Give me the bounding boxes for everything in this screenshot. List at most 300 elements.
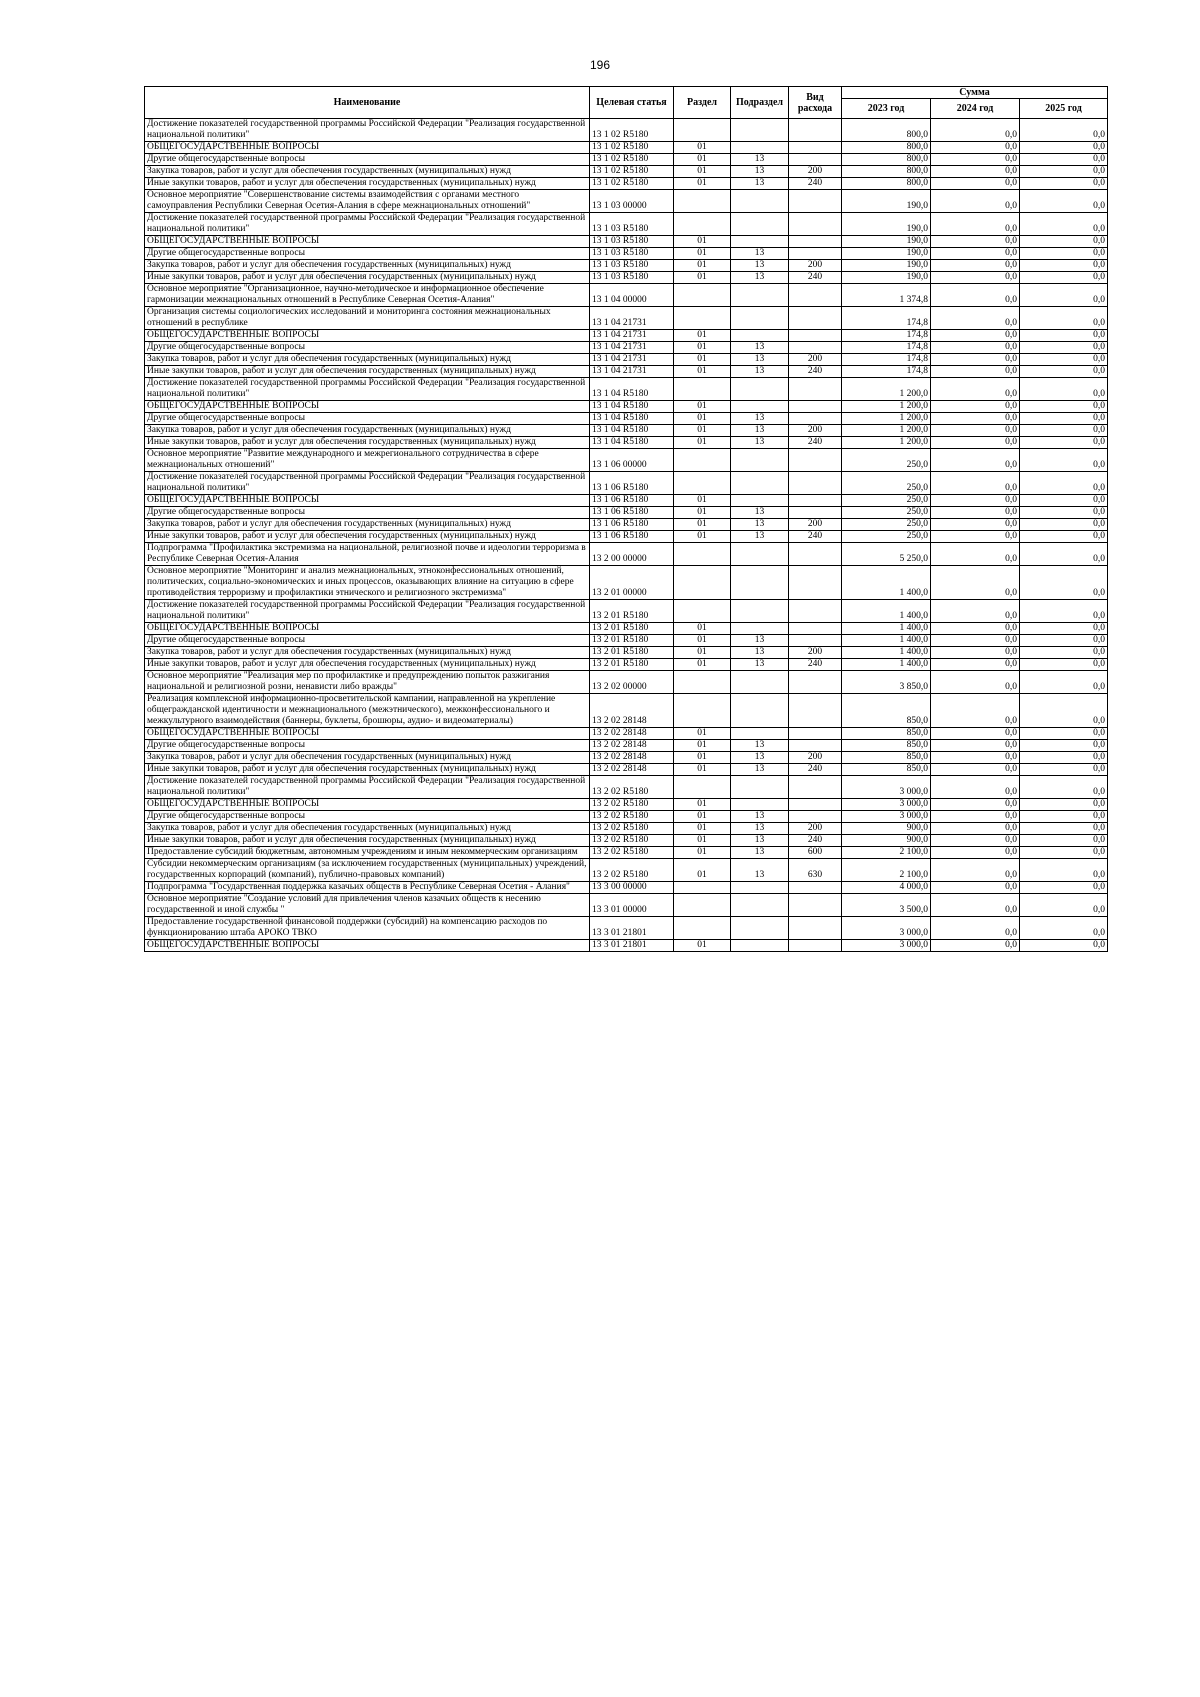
row-amount-2023: 250,0: [842, 519, 931, 531]
row-amount-2024: 0,0: [931, 213, 1020, 236]
table-row: [145, 671, 1108, 694]
row-amount-2024: 0,0: [931, 449, 1020, 472]
row-name: Достижение показателей государственной программы Российской Федерации "Реализация государственной национальной политики": [145, 472, 590, 495]
row-expense-kind: 200: [789, 260, 842, 272]
row-amount-2025: 0,0: [1020, 519, 1108, 531]
row-subsection: [731, 401, 789, 413]
header-2023: 2023 год: [842, 99, 931, 119]
row-expense-kind: [789, 213, 842, 236]
row-amount-2023: 250,0: [842, 472, 931, 495]
row-name: ОБЩЕГОСУДАРСТВЕННЫЕ ВОПРОСЫ: [145, 495, 590, 507]
row-target-code: 13 2 01 R5180: [590, 635, 674, 647]
table-row: [145, 799, 1108, 811]
row-name: Иные закупки товаров, работ и услуг для обеспечения государственных (муниципальных) нужд: [145, 764, 590, 776]
row-section: 01: [674, 178, 731, 190]
row-expense-kind: [789, 600, 842, 623]
row-target-code: 13 2 02 R5180: [590, 859, 674, 882]
row-target-code: 13 2 02 R5180: [590, 847, 674, 859]
row-name: ОБЩЕГОСУДАРСТВЕННЫЕ ВОПРОСЫ: [145, 799, 590, 811]
row-section: [674, 449, 731, 472]
row-target-code: 13 1 03 R5180: [590, 260, 674, 272]
row-section: 01: [674, 166, 731, 178]
table-row: [145, 566, 1108, 600]
table-row: [145, 284, 1108, 307]
row-amount-2023: 3 850,0: [842, 671, 931, 694]
table-row: [145, 378, 1108, 401]
row-amount-2024: 0,0: [931, 647, 1020, 659]
row-subsection: [731, 671, 789, 694]
row-expense-kind: [789, 142, 842, 154]
row-target-code: 13 3 01 00000: [590, 894, 674, 917]
row-target-code: 13 1 04 00000: [590, 284, 674, 307]
row-name: Основное мероприятие "Организационное, научно-методическое и информационное обеспечение гармонизации межнациональных отношений в Республике Северная Осетия-Алания": [145, 284, 590, 307]
row-subsection: [731, 213, 789, 236]
row-amount-2024: 0,0: [931, 847, 1020, 859]
header-2024: 2024 год: [931, 99, 1020, 119]
row-amount-2024: 0,0: [931, 495, 1020, 507]
row-section: [674, 894, 731, 917]
row-amount-2023: 3 000,0: [842, 940, 931, 952]
row-subsection: [731, 307, 789, 330]
row-amount-2025: 0,0: [1020, 740, 1108, 752]
row-amount-2025: 0,0: [1020, 835, 1108, 847]
table-row: [145, 236, 1108, 248]
row-expense-kind: 240: [789, 272, 842, 284]
table-row: [145, 647, 1108, 659]
row-amount-2025: 0,0: [1020, 507, 1108, 519]
row-section: 01: [674, 330, 731, 342]
row-target-code: 13 2 02 28148: [590, 752, 674, 764]
row-expense-kind: [789, 543, 842, 566]
row-amount-2023: 900,0: [842, 823, 931, 835]
row-subsection: [731, 284, 789, 307]
row-section: 01: [674, 647, 731, 659]
row-amount-2023: 800,0: [842, 119, 931, 142]
row-amount-2023: 1 374,8: [842, 284, 931, 307]
row-amount-2024: 0,0: [931, 366, 1020, 378]
row-target-code: 13 1 04 R5180: [590, 437, 674, 449]
row-section: 01: [674, 272, 731, 284]
row-amount-2023: 2 100,0: [842, 859, 931, 882]
row-target-code: 13 1 04 21731: [590, 354, 674, 366]
table-row: [145, 437, 1108, 449]
row-amount-2025: 0,0: [1020, 236, 1108, 248]
row-amount-2025: 0,0: [1020, 811, 1108, 823]
row-amount-2025: 0,0: [1020, 272, 1108, 284]
header-section: Раздел: [674, 87, 731, 119]
row-section: [674, 284, 731, 307]
row-target-code: 13 2 02 28148: [590, 740, 674, 752]
row-section: 01: [674, 752, 731, 764]
table-row: [145, 635, 1108, 647]
row-amount-2024: 0,0: [931, 752, 1020, 764]
row-name: ОБЩЕГОСУДАРСТВЕННЫЕ ВОПРОСЫ: [145, 728, 590, 740]
row-name: Закупка товаров, работ и услуг для обеспечения государственных (муниципальных) нужд: [145, 647, 590, 659]
row-subsection: [731, 917, 789, 940]
row-section: [674, 213, 731, 236]
table-row: [145, 119, 1108, 142]
row-amount-2023: 800,0: [842, 142, 931, 154]
row-name: Другие общегосударственные вопросы: [145, 413, 590, 425]
table-row: [145, 940, 1108, 952]
row-section: 01: [674, 823, 731, 835]
table-row: [145, 811, 1108, 823]
row-section: 01: [674, 799, 731, 811]
row-target-code: 13 1 06 R5180: [590, 472, 674, 495]
row-amount-2023: 1 200,0: [842, 401, 931, 413]
row-amount-2024: 0,0: [931, 764, 1020, 776]
row-name: Достижение показателей государственной программы Российской Федерации "Реализация государственной национальной политики": [145, 213, 590, 236]
row-name: Иные закупки товаров, работ и услуг для обеспечения государственных (муниципальных) нужд: [145, 835, 590, 847]
row-expense-kind: [789, 472, 842, 495]
table-row: [145, 659, 1108, 671]
row-subsection: 13: [731, 647, 789, 659]
table-row: [145, 495, 1108, 507]
row-subsection: [731, 119, 789, 142]
row-target-code: 13 2 02 R5180: [590, 823, 674, 835]
row-amount-2024: 0,0: [931, 531, 1020, 543]
row-amount-2023: 3 000,0: [842, 799, 931, 811]
row-expense-kind: [789, 917, 842, 940]
table-row: [145, 600, 1108, 623]
row-amount-2024: 0,0: [931, 566, 1020, 600]
row-amount-2023: 1 200,0: [842, 378, 931, 401]
row-amount-2025: 0,0: [1020, 248, 1108, 260]
row-amount-2025: 0,0: [1020, 728, 1108, 740]
row-target-code: 13 2 00 00000: [590, 543, 674, 566]
row-name: Другие общегосударственные вопросы: [145, 740, 590, 752]
row-subsection: 13: [731, 166, 789, 178]
row-section: [674, 472, 731, 495]
row-section: 01: [674, 260, 731, 272]
row-section: 01: [674, 413, 731, 425]
row-subsection: 13: [731, 354, 789, 366]
row-section: 01: [674, 342, 731, 354]
row-section: [674, 882, 731, 894]
row-subsection: 13: [731, 519, 789, 531]
row-amount-2025: 0,0: [1020, 154, 1108, 166]
row-amount-2023: 174,8: [842, 330, 931, 342]
table-row: [145, 882, 1108, 894]
row-target-code: 13 2 02 00000: [590, 671, 674, 694]
row-subsection: [731, 728, 789, 740]
row-amount-2024: 0,0: [931, 600, 1020, 623]
row-amount-2023: 850,0: [842, 694, 931, 728]
row-amount-2024: 0,0: [931, 284, 1020, 307]
row-amount-2024: 0,0: [931, 307, 1020, 330]
table-row: [145, 330, 1108, 342]
row-name: Предоставление субсидий бюджетным, автономным учреждениям и иным некоммерческим организациям: [145, 847, 590, 859]
row-target-code: 13 1 04 21731: [590, 307, 674, 330]
row-section: 01: [674, 154, 731, 166]
row-name: ОБЩЕГОСУДАРСТВЕННЫЕ ВОПРОСЫ: [145, 940, 590, 952]
row-section: [674, 671, 731, 694]
row-subsection: [731, 600, 789, 623]
table-row: [145, 307, 1108, 330]
row-expense-kind: 240: [789, 659, 842, 671]
row-subsection: 13: [731, 154, 789, 166]
row-name: Закупка товаров, работ и услуг для обеспечения государственных (муниципальных) нужд: [145, 519, 590, 531]
row-expense-kind: [789, 635, 842, 647]
row-expense-kind: [789, 566, 842, 600]
row-amount-2024: 0,0: [931, 811, 1020, 823]
row-name: ОБЩЕГОСУДАРСТВЕННЫЕ ВОПРОСЫ: [145, 142, 590, 154]
row-expense-kind: 200: [789, 166, 842, 178]
row-subsection: 13: [731, 835, 789, 847]
row-amount-2025: 0,0: [1020, 894, 1108, 917]
row-amount-2024: 0,0: [931, 740, 1020, 752]
row-amount-2025: 0,0: [1020, 543, 1108, 566]
row-amount-2025: 0,0: [1020, 342, 1108, 354]
row-section: 01: [674, 401, 731, 413]
row-amount-2023: 800,0: [842, 178, 931, 190]
row-name: Основное мероприятие "Мониторинг и анализ межнациональных, этноконфессиональных отношений, политических, социально-экономических и иных процессов, оказывающих влияние на ситуацию в сфере противодействия терроризму и профилактики этнического и религиозного экстремизма": [145, 566, 590, 600]
row-subsection: 13: [731, 847, 789, 859]
header-kind: Вид расхода: [789, 87, 842, 119]
row-amount-2025: 0,0: [1020, 752, 1108, 764]
row-target-code: 13 1 06 R5180: [590, 531, 674, 543]
row-amount-2025: 0,0: [1020, 260, 1108, 272]
row-amount-2025: 0,0: [1020, 284, 1108, 307]
row-target-code: 13 2 02 R5180: [590, 811, 674, 823]
table-row: [145, 425, 1108, 437]
row-subsection: 13: [731, 531, 789, 543]
row-amount-2025: 0,0: [1020, 307, 1108, 330]
table-row: [145, 449, 1108, 472]
row-target-code: 13 1 02 R5180: [590, 178, 674, 190]
header-subsection: Подраздел: [731, 87, 789, 119]
row-section: 01: [674, 764, 731, 776]
table-row: [145, 472, 1108, 495]
row-target-code: 13 2 01 R5180: [590, 659, 674, 671]
row-amount-2025: 0,0: [1020, 119, 1108, 142]
row-section: 01: [674, 728, 731, 740]
row-amount-2023: 2 100,0: [842, 847, 931, 859]
row-amount-2025: 0,0: [1020, 449, 1108, 472]
row-subsection: 13: [731, 413, 789, 425]
row-amount-2023: 850,0: [842, 728, 931, 740]
row-amount-2025: 0,0: [1020, 366, 1108, 378]
row-amount-2024: 0,0: [931, 659, 1020, 671]
row-amount-2024: 0,0: [931, 342, 1020, 354]
row-amount-2025: 0,0: [1020, 166, 1108, 178]
table-row: [145, 728, 1108, 740]
table-row: [145, 190, 1108, 213]
table-row: [145, 272, 1108, 284]
row-amount-2024: 0,0: [931, 519, 1020, 531]
row-amount-2023: 190,0: [842, 272, 931, 284]
row-expense-kind: [789, 623, 842, 635]
row-section: [674, 190, 731, 213]
table-row: [145, 142, 1108, 154]
row-subsection: [731, 940, 789, 952]
row-amount-2024: 0,0: [931, 166, 1020, 178]
row-amount-2024: 0,0: [931, 894, 1020, 917]
row-amount-2024: 0,0: [931, 623, 1020, 635]
row-amount-2023: 190,0: [842, 213, 931, 236]
table-row: [145, 413, 1108, 425]
row-amount-2024: 0,0: [931, 425, 1020, 437]
row-amount-2024: 0,0: [931, 472, 1020, 495]
row-amount-2024: 0,0: [931, 142, 1020, 154]
table-row: [145, 752, 1108, 764]
row-name: ОБЩЕГОСУДАРСТВЕННЫЕ ВОПРОСЫ: [145, 330, 590, 342]
row-subsection: 13: [731, 425, 789, 437]
row-subsection: [731, 543, 789, 566]
row-subsection: [731, 495, 789, 507]
row-amount-2023: 250,0: [842, 495, 931, 507]
row-target-code: 13 1 06 R5180: [590, 519, 674, 531]
row-amount-2024: 0,0: [931, 354, 1020, 366]
row-name: Другие общегосударственные вопросы: [145, 507, 590, 519]
header-name: Наименование: [145, 87, 590, 119]
row-expense-kind: [789, 728, 842, 740]
row-amount-2023: 190,0: [842, 190, 931, 213]
header-target: Целевая статья: [590, 87, 674, 119]
row-section: 01: [674, 495, 731, 507]
row-expense-kind: 200: [789, 647, 842, 659]
row-expense-kind: [789, 284, 842, 307]
row-amount-2023: 850,0: [842, 752, 931, 764]
row-subsection: 13: [731, 752, 789, 764]
row-expense-kind: 240: [789, 366, 842, 378]
row-amount-2023: 3 000,0: [842, 776, 931, 799]
row-amount-2025: 0,0: [1020, 623, 1108, 635]
row-amount-2023: 3 500,0: [842, 894, 931, 917]
row-expense-kind: [789, 495, 842, 507]
row-target-code: 13 1 04 R5180: [590, 413, 674, 425]
row-section: 01: [674, 811, 731, 823]
row-amount-2024: 0,0: [931, 236, 1020, 248]
row-target-code: 13 1 03 R5180: [590, 248, 674, 260]
row-amount-2023: 250,0: [842, 449, 931, 472]
row-expense-kind: 630: [789, 859, 842, 882]
row-section: 01: [674, 519, 731, 531]
row-name: Закупка товаров, работ и услуг для обеспечения государственных (муниципальных) нужд: [145, 425, 590, 437]
budget-table: [144, 86, 1108, 952]
row-amount-2024: 0,0: [931, 413, 1020, 425]
row-name: Основное мероприятие "Создание условий для привлечения членов казачьих обществ к несению государственной и иной службы ": [145, 894, 590, 917]
row-subsection: 13: [731, 811, 789, 823]
row-subsection: 13: [731, 635, 789, 647]
row-expense-kind: [789, 190, 842, 213]
row-expense-kind: [789, 894, 842, 917]
row-target-code: 13 1 02 R5180: [590, 142, 674, 154]
row-amount-2023: 1 400,0: [842, 635, 931, 647]
table-row: [145, 894, 1108, 917]
row-target-code: 13 3 01 21801: [590, 917, 674, 940]
row-subsection: [731, 472, 789, 495]
row-amount-2024: 0,0: [931, 940, 1020, 952]
row-section: 01: [674, 659, 731, 671]
row-expense-kind: [789, 507, 842, 519]
row-amount-2025: 0,0: [1020, 694, 1108, 728]
row-amount-2023: 800,0: [842, 166, 931, 178]
row-section: 01: [674, 859, 731, 882]
table-row: [145, 835, 1108, 847]
row-name: ОБЩЕГОСУДАРСТВЕННЫЕ ВОПРОСЫ: [145, 623, 590, 635]
row-target-code: 13 1 06 00000: [590, 449, 674, 472]
row-name: Основное мероприятие "Развитие международного и межрегионального сотрудничества в сфере межнациональных отношений": [145, 449, 590, 472]
row-amount-2024: 0,0: [931, 154, 1020, 166]
row-subsection: [731, 190, 789, 213]
row-target-code: 13 1 03 R5180: [590, 213, 674, 236]
row-amount-2023: 190,0: [842, 260, 931, 272]
page-number: 196: [589, 58, 611, 72]
row-amount-2023: 250,0: [842, 531, 931, 543]
row-amount-2025: 0,0: [1020, 847, 1108, 859]
row-amount-2023: 850,0: [842, 764, 931, 776]
row-subsection: 13: [731, 507, 789, 519]
table-row: [145, 740, 1108, 752]
row-expense-kind: [789, 882, 842, 894]
row-amount-2024: 0,0: [931, 882, 1020, 894]
table-row: [145, 342, 1108, 354]
row-section: [674, 307, 731, 330]
row-name: Закупка товаров, работ и услуг для обеспечения государственных (муниципальных) нужд: [145, 823, 590, 835]
row-section: [674, 566, 731, 600]
row-subsection: 13: [731, 366, 789, 378]
row-target-code: 13 2 01 00000: [590, 566, 674, 600]
row-name: Субсидии некоммерческим организациям (за исключением государственных (муниципальных) учреждений, государственных корпораций (компаний), публично-правовых компаний): [145, 859, 590, 882]
row-amount-2024: 0,0: [931, 378, 1020, 401]
row-target-code: 13 1 02 R5180: [590, 154, 674, 166]
row-amount-2025: 0,0: [1020, 940, 1108, 952]
table-row: [145, 859, 1108, 882]
row-subsection: [731, 449, 789, 472]
table-row: [145, 213, 1108, 236]
row-name: Иные закупки товаров, работ и услуг для обеспечения государственных (муниципальных) нужд: [145, 659, 590, 671]
row-amount-2024: 0,0: [931, 272, 1020, 284]
row-section: 01: [674, 531, 731, 543]
row-section: [674, 543, 731, 566]
row-target-code: 13 1 04 R5180: [590, 425, 674, 437]
row-amount-2023: 900,0: [842, 835, 931, 847]
row-amount-2025: 0,0: [1020, 859, 1108, 882]
row-amount-2023: 1 400,0: [842, 659, 931, 671]
row-amount-2024: 0,0: [931, 401, 1020, 413]
row-section: 01: [674, 507, 731, 519]
row-section: 01: [674, 623, 731, 635]
row-amount-2023: 190,0: [842, 236, 931, 248]
row-section: 01: [674, 835, 731, 847]
row-section: 01: [674, 236, 731, 248]
row-section: [674, 378, 731, 401]
row-amount-2024: 0,0: [931, 728, 1020, 740]
row-expense-kind: 240: [789, 764, 842, 776]
table-row: [145, 154, 1108, 166]
row-amount-2023: 174,8: [842, 354, 931, 366]
row-amount-2024: 0,0: [931, 248, 1020, 260]
table-row: [145, 354, 1108, 366]
row-target-code: 13 1 03 R5180: [590, 236, 674, 248]
row-section: 01: [674, 142, 731, 154]
row-amount-2023: 1 200,0: [842, 437, 931, 449]
row-amount-2025: 0,0: [1020, 659, 1108, 671]
row-subsection: [731, 566, 789, 600]
row-subsection: [731, 623, 789, 635]
table-row: [145, 694, 1108, 728]
row-target-code: 13 2 02 28148: [590, 694, 674, 728]
row-section: 01: [674, 847, 731, 859]
row-expense-kind: [789, 401, 842, 413]
row-section: [674, 600, 731, 623]
row-amount-2025: 0,0: [1020, 378, 1108, 401]
row-section: 01: [674, 248, 731, 260]
table-row: [145, 248, 1108, 260]
header-2025: 2025 год: [1020, 99, 1108, 119]
table-row: [145, 543, 1108, 566]
